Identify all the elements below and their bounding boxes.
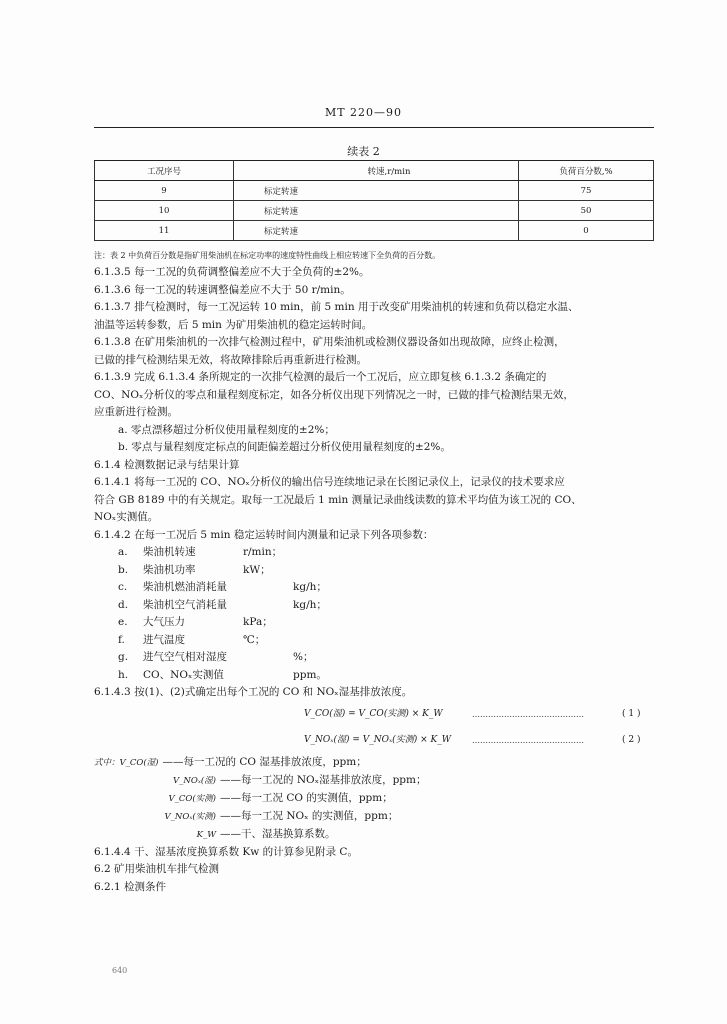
clause-6-1-3-9-cont: CO、NOₓ分析仪的零点和量程刻度标定，如各分析仪出现下列情况之一时，已做的排气检测结果无效， — [94, 388, 574, 401]
table-row — [95, 201, 654, 221]
clause-6-1-3-6: 6.1.3.6 每一工况的转速调整偏差应不大于 50 r/min。 — [94, 283, 351, 296]
clause-6-1-3-7-cont: 油温等运转参数，后 5 min 为矿用柴油机的稳定运转时间。 — [94, 318, 373, 331]
clause-6-1-3-9-cont2: 应重新进行检测。 — [94, 406, 178, 418]
clause-6-1-3-7: 6.1.3.7 排气检测时，每一工况运转 10 min，前 5 min 用于改变矿用柴油机的转速和负荷以稳定水温、 — [94, 301, 579, 313]
equation-leader: …………………………………… — [472, 709, 584, 719]
cell-load: 0 — [519, 221, 654, 241]
symbol-def: V_NOₓ(实测) ——每一工况 NOₓ 的实测值，ppm； — [164, 809, 399, 822]
table-row — [95, 181, 654, 201]
body-text — [94, 264, 656, 896]
section-6-1-4-heading: 6.1.4 检测数据记录与结果计算 — [94, 458, 240, 471]
col-header-load: 负荷百分数,% — [519, 161, 654, 181]
equation-leader: …………………………………… — [472, 735, 584, 745]
equation-formula: V_CO(湿) = V_CO(实测) × K_W — [304, 708, 443, 719]
param-item: a. 柴油机转速 r/min； — [118, 546, 283, 558]
clause-6-1-3-9-item-a: a. 零点漂移超过分析仪使用量程刻度的±2%； — [118, 423, 335, 436]
cell-load: 50 — [519, 201, 654, 221]
header-rule — [94, 127, 654, 128]
symbol-def: K_W ——干、湿基换算系数。 — [196, 827, 336, 840]
equation-number: ( 1 ) — [622, 708, 641, 719]
clause-6-1-3-5: 6.1.3.5 每一工况的负荷调整偏差应不大于全负荷的±2%。 — [94, 266, 370, 278]
param-item: b. 柴油机功率 kW； — [118, 563, 271, 576]
param-item: h. CO、NOₓ实测值 ppm。 — [118, 668, 327, 681]
page-number: 640 — [112, 966, 128, 975]
clause-6-1-3-9-item-b: b. 零点与量程刻度定标点的间距偏差超过分析仪使用量程刻度的±2%。 — [118, 441, 451, 453]
symbol-definitions — [94, 754, 656, 844]
col-header-mode: 工况序号 — [95, 161, 234, 181]
standard-header: MT 220—90 — [324, 106, 403, 119]
equation-number: ( 2 ) — [622, 734, 641, 745]
equation-2 — [94, 728, 656, 754]
table-row — [95, 221, 654, 241]
cell-speed: 标定转速 — [234, 181, 519, 201]
section-6-2-heading: 6.2 矿用柴油机车排气检测 — [94, 863, 220, 875]
param-item: d. 柴油机空气消耗量 kg/h； — [118, 598, 327, 611]
clause-6-1-4-1: 6.1.4.1 将每一工况的 CO、NOₓ分析仪的输出信号连续地记录在长图记录仪上，记录仪的技术要求应 — [94, 476, 565, 488]
clause-6-1-3-9: 6.1.3.9 完成 6.1.3.4 条所规定的一次排气检测的最后一个工况后，应立即复核 6.1.3.2 条确定的 — [94, 371, 547, 383]
clause-6-1-4-2: 6.1.4.2 在每一工况后 5 min 稳定运转时间内测量和记录下列各项参数： — [94, 528, 434, 541]
col-header-speed: 转速,r/min — [234, 161, 519, 181]
clause-6-1-4-1-cont: 符合 GB 8189 中的有关规定。取每一工况最后 1 min 测量记录曲线读数的算术平均值为该工况的 CO、 — [94, 493, 582, 506]
equation-formula: V_NOₓ(湿) = V_NOₓ(实测) × K_W — [304, 734, 451, 745]
cell-mode: 9 — [95, 181, 234, 201]
table-header-row — [95, 161, 654, 181]
clause-6-1-3-8: 6.1.3.8 在矿用柴油机的一次排气检测过程中，矿用柴油机或检测仪器设备如出现故障，应终止检测， — [94, 336, 565, 348]
cell-mode: 10 — [95, 201, 234, 221]
cell-speed: 标定转速 — [234, 201, 519, 221]
table-note: 注：表 2 中负荷百分数是指矿用柴油机在标定功率的速度特性曲线上相应转速下全负荷的百分数。 — [94, 251, 441, 260]
cell-load: 75 — [519, 181, 654, 201]
clause-6-1-3-8-cont: 已做的排气检测结果无效，将故障排除后再重新进行检测。 — [94, 353, 367, 366]
param-item: g. 进气空气相对湿度 %； — [118, 651, 314, 663]
param-item: f. 进气温度 ℃； — [118, 633, 266, 646]
cell-speed: 标定转速 — [234, 221, 519, 241]
table-caption: 续表 2 — [347, 145, 380, 158]
clause-6-1-4-4: 6.1.4.4 干、湿基浓度换算系数 Kw 的计算参见附录 C。 — [94, 845, 358, 858]
equation-1 — [94, 702, 656, 728]
param-item: c. 柴油机燃油消耗量 kg/h； — [118, 581, 327, 593]
cell-mode: 11 — [95, 221, 234, 241]
clause-6-1-4-3: 6.1.4.3 按(1)、(2)式确定出每个工况的 CO 和 NOₓ湿基排放浓度。 — [94, 686, 413, 698]
symbol-def: V_NOₓ(湿) ——每一工况的 NOₓ湿基排放浓度，ppm； — [173, 773, 427, 786]
symbol-def: V_CO(实测) ——每一工况 CO 的实测值，ppm； — [168, 791, 393, 804]
load-table — [94, 160, 654, 241]
clause-6-2-1: 6.2.1 检测条件 — [94, 880, 167, 893]
param-item: e. 大气压力 kPa； — [118, 616, 273, 628]
clause-6-1-4-1-cont2: NOₓ实测值。 — [94, 511, 159, 523]
symbol-def: 式中：V_CO(湿) ——每一工况的 CO 湿基排放浓度，ppm； — [94, 755, 367, 768]
